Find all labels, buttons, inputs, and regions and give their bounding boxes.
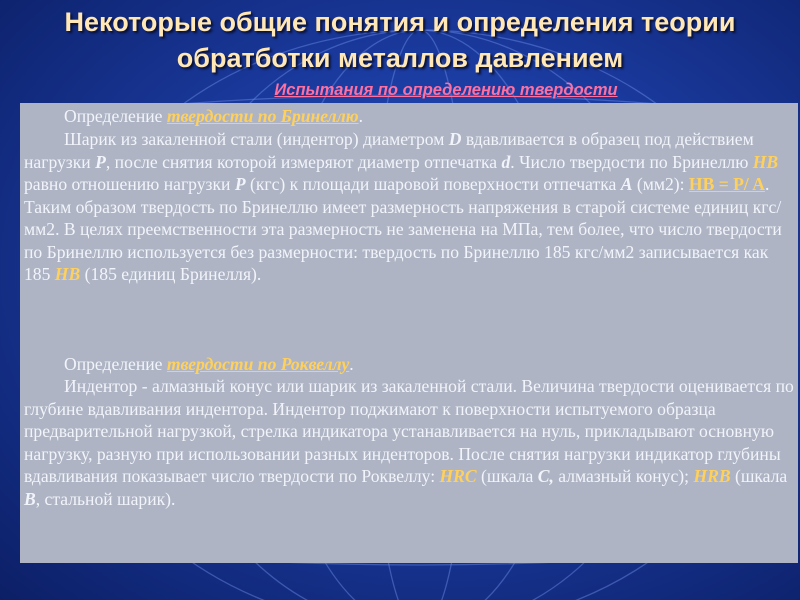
term-HB: HB xyxy=(752,151,779,172)
symbol-P: P xyxy=(95,151,106,172)
symbol-A: A xyxy=(620,174,633,194)
slide-title xyxy=(0,4,800,76)
slide-title-line-2: обратботки металлов давлением xyxy=(176,43,624,73)
brinell-description: Шарик из закаленной стали (индентор) диаметром D вдавливается в образец под действием нагрузки P, после снятия которой измеряют диаметр отпечатка d. Число твердости по Бринеллю HB равно отношению нагрузки P (кгс) к площади шаровой поверхности отпечатка A (мм2): HB = P/ A. Таким образом твердость по Бринеллю имеет размерность напряжения в старой системе единиц кгс/мм2. В целях преемственности эта размерность не заменена на МПа, тем более, что число твердости по Бринеллю используется без размерности: твердость по Бринеллю 185 кгс/мм2 записывается как 185 HB (185 единиц Бринелля). xyxy=(24,129,782,284)
brinell-definition-heading: Определение твердости по Бринеллю. xyxy=(64,106,363,126)
rockwell-definition-heading: Определение твердости по Роквеллу. xyxy=(64,354,354,374)
term-HB: HB xyxy=(54,264,81,284)
symbol-D: D xyxy=(448,129,462,149)
slide-title-line-1: Некоторые общие понятия и определения теории xyxy=(64,7,736,37)
rockwell-description: Индентор - алмазный конус или шарик из закаленной стали. Величина твердости оценивается по глубине вдавливания индентора. Индентор поджимают к поверхности испытуемого образца предварительной нагрузкой, стрелка индикатора устанавливается на нуль, прикладывают основную нагрузку, разную при использовании разных инденторов. После снятия нагрузки индикатор глубины вдавливания показывает число твердости по Роквеллу: HRC (шкала С, алмазный конус); HRB (шкала В, стальной шарик). xyxy=(24,376,794,509)
symbol-B: В xyxy=(24,488,36,509)
term-HRB: HRB xyxy=(693,466,731,486)
symbol-d: d xyxy=(501,151,511,172)
rockwell-hardness-link[interactable]: твердости по Роквеллу xyxy=(166,354,350,374)
brinell-hardness-link[interactable]: твердости по Бринеллю xyxy=(166,106,359,126)
term-HRC: HRC xyxy=(439,466,477,486)
symbol-P: P xyxy=(234,174,246,194)
text-panel xyxy=(20,103,798,563)
brinell-formula: HB = P/ A xyxy=(688,174,765,194)
slide-subtitle: Испытания по определению твердости xyxy=(274,81,618,99)
symbol-C: С, xyxy=(537,466,554,486)
